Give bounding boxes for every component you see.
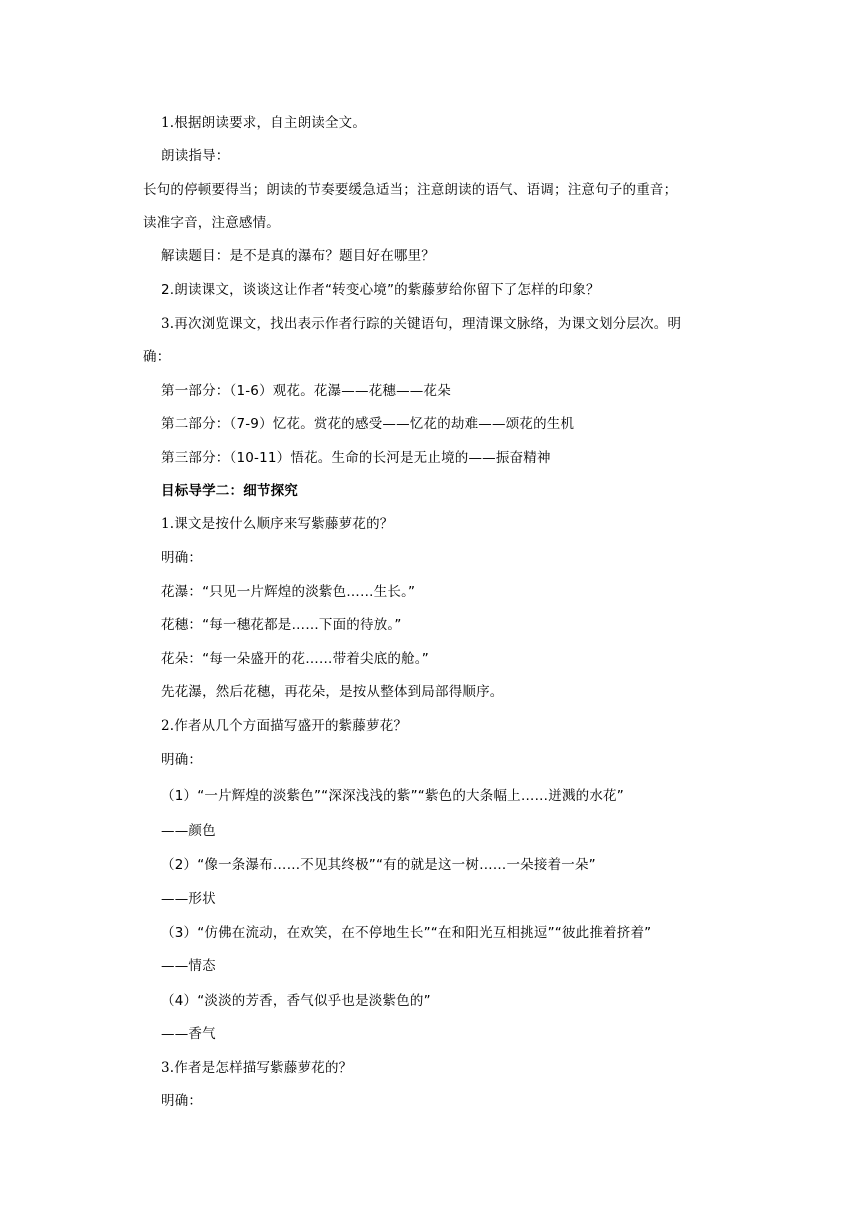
paragraph-detail-question-2: 2.作者从几个方面描写盛开的紫藤萝花？ — [161, 718, 408, 734]
paragraph-aspect-1-label: ——颜色 — [161, 823, 216, 839]
paragraph-part-two: 第二部分：（7-9）忆花。赏花的感受——忆花的劫难——颂花的生机 — [161, 416, 575, 432]
paragraph-flower-spike: 花穗：“每一穗花都是……下面的待放。” — [161, 617, 402, 633]
paragraph-detail-question-1: 1.课文是按什么顺序来写紫藤萝花的？ — [161, 516, 394, 532]
paragraph-reading-task: 1.根据朗读要求，自主朗读全文。 — [161, 115, 367, 131]
paragraph-aspect-3-quote: （3）“仿佛在流动，在欢笑，在不停地生长”“在和阳光互相挑逗”“彼此推着挤着” — [161, 925, 652, 941]
paragraph-part-three: 第三部分：（10-11）悟花。生命的长河是无止境的——振奋精神 — [161, 450, 551, 466]
paragraph-answer-label-2: 明确： — [161, 752, 203, 768]
paragraph-question-3-line2: 确： — [143, 349, 171, 365]
paragraph-aspect-2-quote: （2）“像一条瀑布……不见其终极”“有的就是这一树……一朵接着一朵” — [161, 857, 596, 873]
paragraph-question-3-line1: 3.再次浏览课文，找出表示作者行踪的关键语句，理清课文脉络，为课文划分层次。明 — [161, 316, 682, 332]
paragraph-answer-label-3: 明确： — [161, 1093, 203, 1109]
section-heading-detail-inquiry: 目标导学二：细节探究 — [161, 483, 298, 499]
paragraph-aspect-1-quote: （1）“一片辉煌的淡紫色”“深深浅浅的紫”“紫色的大条幅上……迸溅的水花” — [161, 788, 624, 804]
paragraph-detail-question-3: 3.作者是怎样描写紫藤萝花的？ — [161, 1060, 353, 1076]
paragraph-aspect-4-label: ——香气 — [161, 1026, 216, 1042]
paragraph-title-interpretation: 解读题目：是不是真的瀑布？题目好在哪里？ — [161, 248, 435, 264]
paragraph-part-one: 第一部分：（1-6）观花。花瀑——花穗——花朵 — [161, 383, 451, 399]
paragraph-flower-waterfall: 花瀑：“只见一片辉煌的淡紫色……生长。” — [161, 584, 416, 600]
paragraph-flower-blossom: 花朵：“每一朵盛开的花……带着尖底的舱。” — [161, 651, 429, 667]
paragraph-reading-guide-1: 长句的停顿要得当；朗读的节奏要缓急适当；注意朗读的语气、语调；注意句子的重音； — [143, 182, 678, 198]
paragraph-aspect-2-label: ——形状 — [161, 891, 216, 907]
paragraph-reading-guide-label: 朗读指导： — [161, 148, 230, 164]
paragraph-answer-label-1: 明确： — [161, 550, 203, 566]
paragraph-order-summary: 先花瀑，然后花穗，再花朵，是按从整体到局部得顺序。 — [161, 684, 504, 700]
paragraph-reading-guide-2: 读准字音，注意感情。 — [143, 215, 280, 231]
paragraph-aspect-3-label: ——情态 — [161, 958, 216, 974]
paragraph-aspect-4-quote: （4）“淡淡的芳香，香气似乎也是淡紫色的” — [161, 993, 431, 1009]
paragraph-question-2: 2.朗读课文，谈谈这让作者“转变心境”的紫藤萝给你留下了怎样的印象？ — [161, 282, 600, 298]
